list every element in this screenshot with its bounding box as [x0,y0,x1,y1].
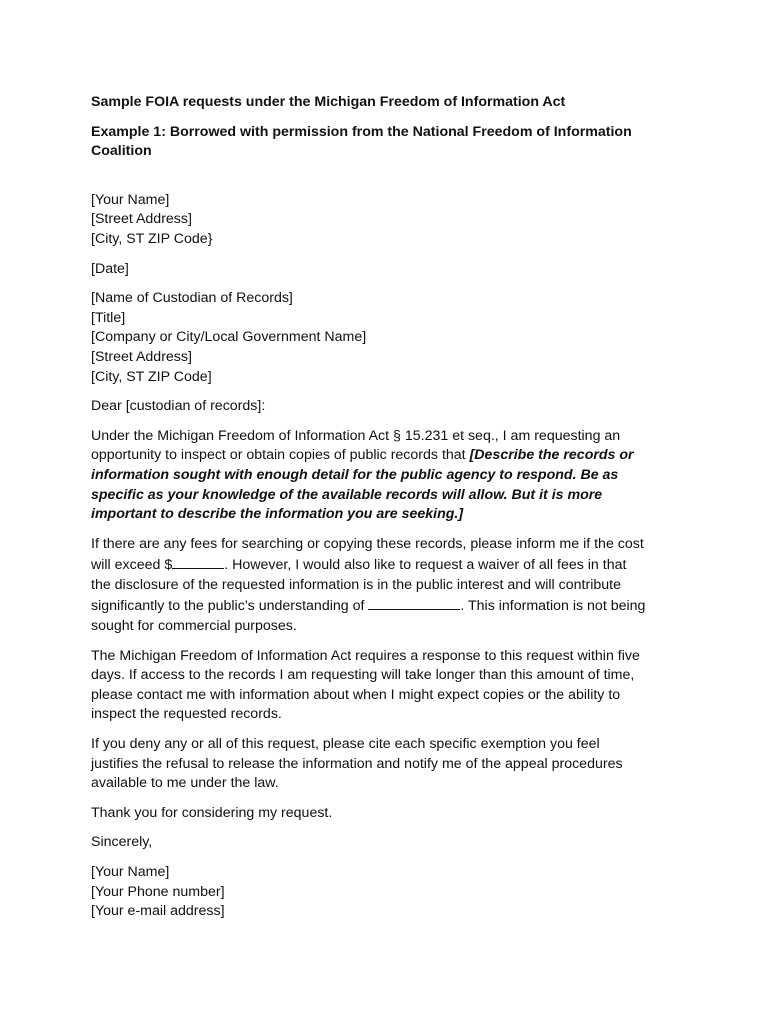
recipient-title: [Title] [91,309,126,326]
denial-line-2: justifies the refusal to release the information and notify me of the appeal procedures [91,755,623,772]
fees-line-1: If there are any fees for searching or copying these records, please inform me if the cost [91,535,644,552]
sender-street: [Street Address] [91,211,192,228]
sender-address [91,191,690,250]
letter-date: [Date] [91,260,129,277]
response-line-2: days. If access to the records I am requesting will take longer than this amount of time, [91,667,635,684]
request-line-5: important to describe the information you are seeking.] [91,506,464,523]
recipient-organization: [Company or City/Local Government Name] [91,329,367,346]
request-line-3: information sought with enough detail for the public agency to respond. Be as [91,466,619,483]
recipient-city: [City, ST ZIP Code] [91,368,212,385]
request-line-2-instruction: [Describe the records or [469,447,634,464]
signature-phone: [Your Phone number] [91,883,225,900]
recipient-custodian: [Name of Custodian of Records] [91,290,293,307]
response-line-4: inspect the requested records. [91,706,282,723]
denial-line-1: If you deny any or all of this request, please cite each specific exemption you feel [91,736,600,753]
signature-email: [Your e-mail address] [91,903,225,920]
request-line-1: Under the Michigan Freedom of Information Act § 15.231 et seq., I am requesting an [91,427,621,444]
response-time-paragraph [91,647,690,725]
recipient-street: [Street Address] [91,348,192,365]
document-title: Sample FOIA requests under the Michigan Freedom of Information Act [91,94,566,110]
request-line-2-plain: opportunity to inspect or obtain copies of public records that [91,447,470,464]
fees-line-4-start: significantly to the public’s understanding of [91,598,369,615]
request-line-4: specific as your knowledge of the available records will allow. But it is more [91,486,603,503]
fees-line-5: sought for commercial purposes. [91,618,297,635]
request-paragraph [91,427,690,525]
response-line-1: The Michigan Freedom of Information Act requires a response to this request within five [91,647,640,664]
subtitle-line-1: Example 1: Borrowed with permission from the National Freedom of Information [91,123,632,140]
denial-paragraph [91,735,690,794]
sender-name: [Your Name] [91,191,170,208]
fees-line-2 [91,554,690,576]
request-line-2 [91,446,690,466]
document-subtitle [91,123,690,162]
fees-paragraph [91,535,690,637]
public-understanding-blank[interactable] [368,595,460,610]
fees-line-3: the disclosure of the requested information is in the public interest and will contribute [91,576,621,593]
fees-line-4 [91,595,690,617]
salutation: Dear [custodian of records]: [91,398,266,415]
recipient-address [91,289,690,387]
sender-city: [City, ST ZIP Code} [91,230,213,247]
closing: Sincerely, [91,834,153,851]
signature-block [91,863,690,922]
fees-line-4-end: . This information is not being [460,598,646,615]
signature-name: [Your Name] [91,864,170,880]
denial-line-3: available to me under the law. [91,775,279,792]
thanks-line: Thank you for considering my request. [91,804,333,821]
subtitle-line-2: Coalition [91,143,152,160]
fee-amount-blank[interactable] [172,554,224,569]
fees-line-2-end: . However, I would also like to request a waiver of all fees in that [224,557,627,574]
fees-line-2-start: will exceed $ [91,557,173,574]
response-line-3: please contact me with information about when I might expect copies or the ability to [91,686,621,703]
